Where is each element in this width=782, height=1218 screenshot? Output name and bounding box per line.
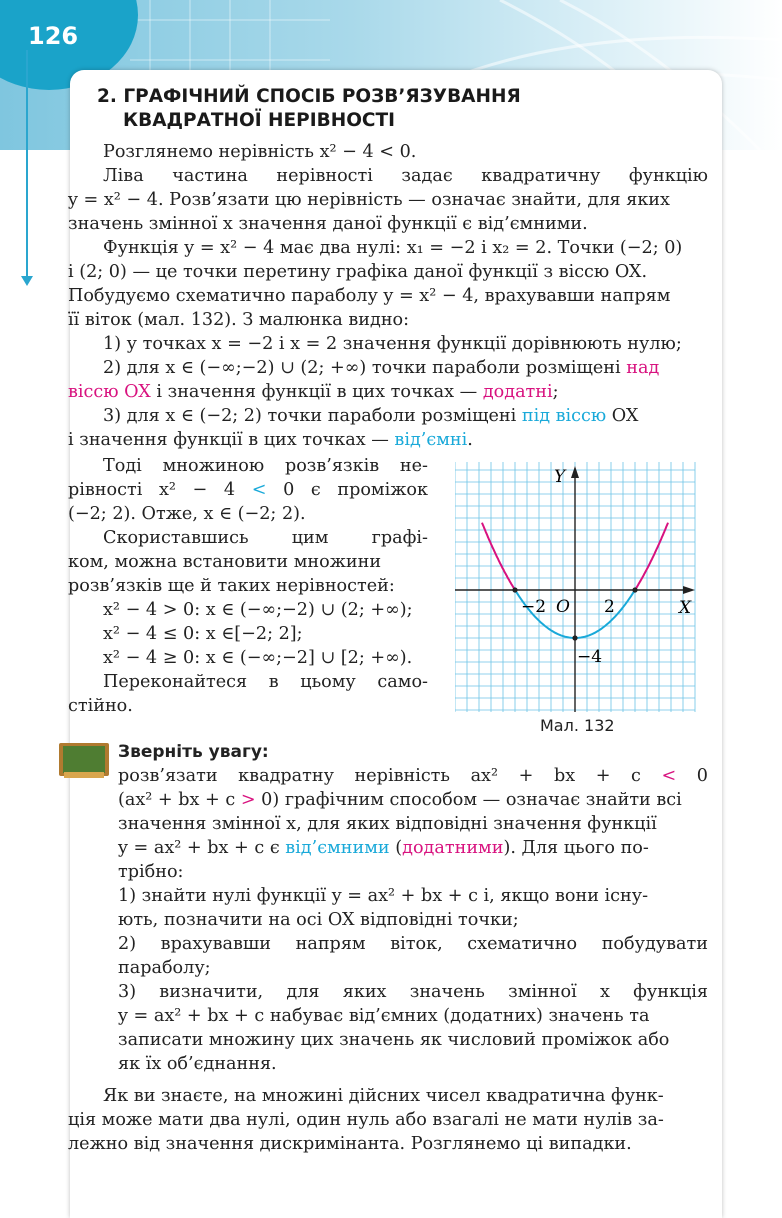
note-line: y = ax² + bx + c є від’ємними (додатними). Для цього по- xyxy=(118,838,649,858)
paragraph-line: Функція y = x² − 4 має два нулі: x₁ = −2 і x₂ = 2. Точки (−2; 0) xyxy=(103,238,683,258)
list-item: 3) для x ∈ (−2; 2) точки параболи розміщені під віссю OX xyxy=(103,406,639,426)
note-line: значення змінної x, для яких відповідні значення функції xyxy=(118,814,657,834)
paragraph-line: Розглянемо нерівність x² − 4 < 0. xyxy=(103,142,417,162)
note-line: розв’язати квадратну нерівність ax² + bx + c < 0 xyxy=(118,766,708,786)
tick-label-minus2: −2 xyxy=(521,597,547,617)
column-line: ком, можна встановити множини xyxy=(68,552,382,572)
paragraph-line: її віток (мал. 132). З малюнка видно: xyxy=(68,310,410,330)
margin-arrow-icon xyxy=(21,276,33,286)
column-line: розв’язків ще й таких нерівностей: xyxy=(68,576,395,596)
parabola-right-branch xyxy=(635,523,668,590)
note-line: 2) врахувавши напрям віток, схематично побудувати xyxy=(118,934,708,954)
section-heading-line2: КВАДРАТНОЇ НЕРІВНОСТІ xyxy=(123,110,395,131)
x-axis-label: X xyxy=(679,598,692,618)
column-line: (−2; 2). Отже, x ∈ (−2; 2). xyxy=(68,504,306,524)
final-line: лежно від значення дискримінанта. Розглянемо ці випадки. xyxy=(68,1134,632,1154)
final-line: ція може мати два нулі, один нуль або взагалі не мати нулів за- xyxy=(68,1110,664,1130)
list-item-cont: і значення функції в цих точках — від’ємні. xyxy=(68,430,473,450)
list-item: 1) у точках x = −2 і x = 2 значення функції дорівнюють нулю; xyxy=(103,334,682,354)
note-line: як їх об’єднання. xyxy=(118,1054,277,1074)
column-line: Тоді множиною розв’язків не- xyxy=(103,456,428,476)
list-item: 2) для x ∈ (−∞;−2) ∪ (2; +∞) точки параболи розміщені над xyxy=(103,358,660,378)
tick-label-2: 2 xyxy=(604,597,615,617)
paragraph-line: y = x² − 4. Розв’язати цю нерівність — означає знайти, для яких xyxy=(68,190,670,210)
column-line: Скориставшись цим графі- xyxy=(103,528,428,548)
origin-label: O xyxy=(556,597,570,617)
column-line: стійно. xyxy=(68,696,133,716)
note-line: записати множину цих значень як числовий проміжок або xyxy=(118,1030,670,1050)
parabola-figure xyxy=(455,462,705,712)
y-axis-arrow xyxy=(571,466,579,478)
page-number: 126 xyxy=(28,22,79,50)
zero-point-right xyxy=(632,587,637,592)
figure-caption: Мал. 132 xyxy=(540,716,615,735)
y-axis-label: Y xyxy=(554,467,566,487)
column-line: Переконайтеся в цьому само- xyxy=(103,672,428,692)
note-line: параболу; xyxy=(118,958,211,978)
zero-point-left xyxy=(512,587,517,592)
parabola-left-branch xyxy=(482,523,515,590)
note-line: 3) визначити, для яких значень змінної x функція xyxy=(118,982,708,1002)
tick-label-minus4: −4 xyxy=(577,647,603,667)
x-axis-arrow xyxy=(683,586,695,594)
column-line: x² − 4 ≤ 0: x ∈[−2; 2]; xyxy=(103,624,303,644)
margin-line xyxy=(26,50,28,280)
note-line: трібно: xyxy=(118,862,184,882)
column-line: x² − 4 > 0: x ∈ (−∞;−2) ∪ (2; +∞); xyxy=(103,600,413,620)
vertex-point xyxy=(572,635,577,640)
paragraph-line: і (2; 0) — це точки перетину графіка даної функції з віссю OX. xyxy=(68,262,648,282)
note-line: (ax² + bx + c > 0) графічним способом — означає знайти всі xyxy=(118,790,682,810)
column-line: x² − 4 ≥ 0: x ∈ (−∞;−2] ∪ [2; +∞). xyxy=(103,648,413,668)
note-line: y = ax² + bx + c набуває від’ємних (додатних) значень та xyxy=(118,1006,650,1026)
chalkboard-icon xyxy=(58,742,110,780)
paragraph-line: Ліва частина нерівності задає квадратичну функцію xyxy=(103,166,708,186)
note-title: Зверніть увагу: xyxy=(118,742,269,762)
note-line: ють, позначити на осі OX відповідні точки; xyxy=(118,910,519,930)
column-line: рівності x² − 4 < 0 є проміжок xyxy=(68,480,429,500)
paragraph-line: значень змінної x значення даної функції є від’ємними. xyxy=(68,214,588,234)
paragraph-line: Побудуємо схематично параболу y = x² − 4, врахувавши напрям xyxy=(68,286,671,306)
note-line: 1) знайти нулі функції y = ax² + bx + c і, якщо вони існу- xyxy=(118,886,649,906)
section-heading-line1: 2. ГРАФІЧНИЙ СПОСІБ РОЗВ’ЯЗУВАННЯ xyxy=(97,86,521,107)
final-line: Як ви знаєте, на множині дійсних чисел квадратична функ- xyxy=(103,1086,664,1106)
list-item-cont: віссю OX і значення функції в цих точках — додатні; xyxy=(68,382,559,402)
